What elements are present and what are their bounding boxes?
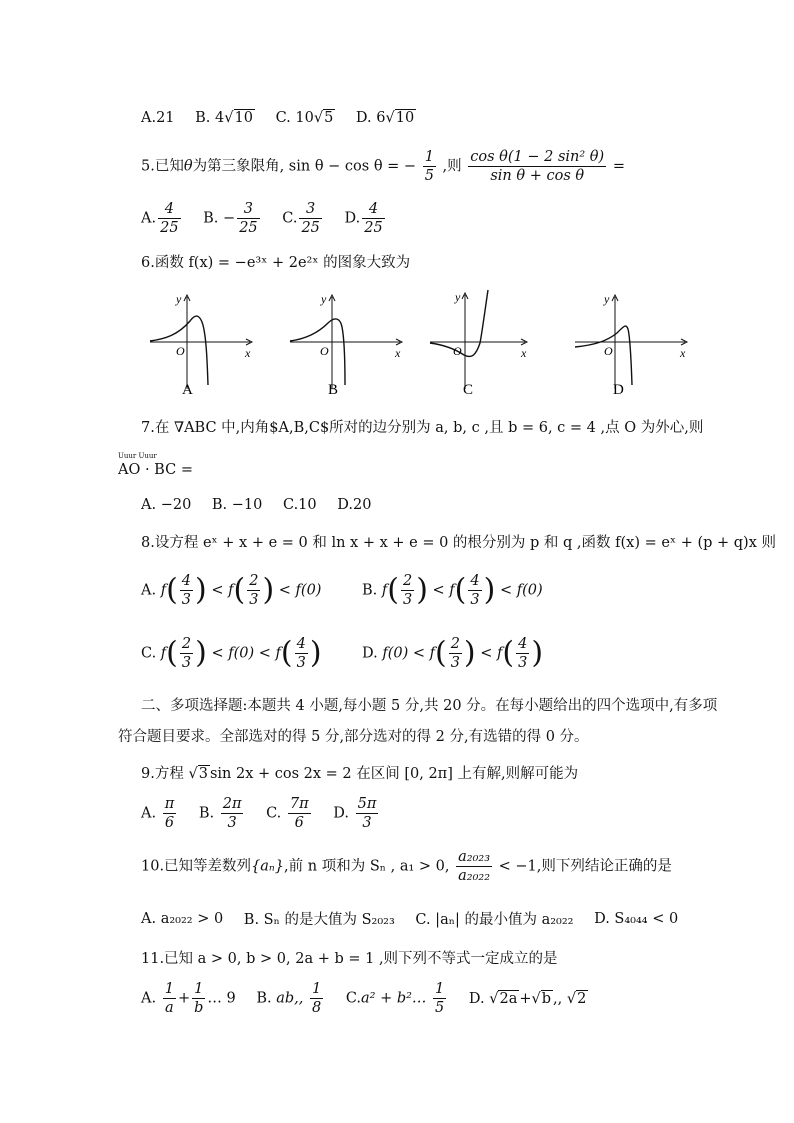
q11-option-d: D. √2a +√b ,, √2 <box>468 991 587 1007</box>
q6-stem: 6.函数 f(x) = −e³ˣ + 2e²ˣ 的图象大致为 <box>141 255 411 271</box>
q10-option-b: B. Sₙ 的是大值为 S₂₀₂₃ <box>243 912 395 928</box>
graph-c <box>430 290 527 398</box>
graph-b-y: y <box>321 292 327 306</box>
q5-option-a: A. $\frac{4}{25}$ <box>141 201 179 236</box>
q6-graphs <box>140 285 700 400</box>
graph-c-label: C <box>463 382 474 398</box>
q9-option-c: C. $\frac{7\pi}{6}$ <box>266 796 309 831</box>
q8-stem: 8.设方程 eˣ + x + e = 0 和 ln x + x + e = 0 的根分别为 p 和 q ,函数 f(x) = eˣ + (p + q)x 则 <box>141 535 777 551</box>
section2-line1: 二、多项选择题:本题共 4 小题,每小题 5 分,共 20 分。在每小题给出的四个选项中,有多项 <box>141 698 718 714</box>
graph-b-label: B <box>328 382 339 398</box>
q8-option-c: C. f( $\frac{2}{3}$ ) < f(0) < f( $\frac{4}{3}$ ) <box>141 635 322 671</box>
q4-option-d: D. 6√10 <box>355 110 415 126</box>
graph-b-x: x <box>395 346 401 360</box>
q11-stem: 11.已知 a > 0, b > 0, 2a + b = 1 ,则下列不等式一定成立的是 <box>141 951 558 967</box>
graph-c-y: y <box>455 290 461 304</box>
q5-option-b: B. − $\frac{3}{25}$ <box>203 201 258 236</box>
q7-option-a: A. −20 <box>141 497 192 513</box>
q7-options <box>141 497 387 513</box>
graph-a-y: y <box>176 292 182 306</box>
graph-a-o: O <box>176 344 185 358</box>
graph-d-y: y <box>604 292 610 306</box>
graph-d-label: D <box>613 382 624 398</box>
q7-option-b: B. −10 <box>211 497 263 513</box>
q9-option-d: D. $\frac{5\pi}{3}$ <box>333 796 377 831</box>
q10-options <box>141 908 694 929</box>
graph-c-o: O <box>453 344 462 358</box>
q9-option-b: B. $\frac{2\pi}{3}$ <box>198 796 242 831</box>
q5-main-frac: $\frac{\text{cos θ(1 − 2 sin² θ)}}{\text{sin θ + cos θ}}$ <box>470 149 605 184</box>
graph-b-o: O <box>320 344 329 358</box>
graph-a <box>150 292 252 398</box>
q11-option-c: C.a² + b²… $\frac{1}{5}$ <box>345 981 445 1016</box>
graph-c-x: x <box>521 346 527 360</box>
graph-d-x: x <box>680 346 686 360</box>
q7-option-d: D.20 <box>337 497 372 513</box>
q10-option-c: C. |aₙ| 的最小值为 a₂₀₂₂ <box>415 912 574 928</box>
q4-option-b: B. 4√10 <box>195 110 253 126</box>
q8-option-b: B. f( $\frac{2}{3}$ ) < f( $\frac{4}{3}$ ) < f(0) <box>362 572 543 608</box>
q4-option-a: A.21 <box>141 109 175 126</box>
q8-option-a: A. f( $\frac{4}{3}$ ) < f( $\frac{2}{3}$ ) < f(0) <box>141 572 322 608</box>
q4-options <box>141 109 432 126</box>
q8-option-d: D. f(0) < f( $\frac{2}{3}$ ) < f( $\frac{4}{3}$ ) <box>362 635 544 671</box>
graph-a-x: x <box>245 346 251 360</box>
section2-line2: 符合题目要求。全部选对的得 5 分,部分选对的得 2 分,有选错的得 0 分。 <box>118 729 589 745</box>
q11-option-a: A. $\frac{1}{a}$ + $\frac{1}{b}$ … 9 <box>141 981 236 1016</box>
q7-option-c: C.10 <box>283 497 317 513</box>
q9-option-a: A. $\frac{\pi}{6}$ <box>141 796 175 831</box>
q5-options <box>141 200 403 237</box>
graph-b <box>290 292 402 398</box>
q10-option-a: A. a₂₀₂₂ > 0 <box>141 910 224 927</box>
graph-d-o: O <box>604 344 613 358</box>
q7-stem: 7.在 ∇ABC 中,内角$A,B,C$所对的边分别为 a, b, c ,且 b = 6, c = 4 ,点 O 为外心,则 <box>141 420 704 436</box>
q5-frac: $\frac{1}{5}$ <box>424 149 434 184</box>
q5-option-c: C. $\frac{3}{25}$ <box>282 201 320 236</box>
q11-options <box>141 980 604 1017</box>
q10-stem: 10.已知等差数列{aₙ},前 n 项和为 Sₙ , a₁ > 0, $\frac{\text{a₂₀₂₃}}{\text{a₂₀₂₂}}$ < −1,则下列结论正确的是 <box>141 849 672 884</box>
q7-vector-heads: Uuur Uuur <box>118 452 157 460</box>
q4-option-c: C. 10√5 <box>275 110 334 126</box>
q9-options <box>141 795 396 832</box>
q10-option-d: D. S₄₀₄₄ < 0 <box>594 910 679 927</box>
q5-stem: 5.已知θ为第三象限角, sin θ − cos θ = − $\frac{1}{5}$ ,则 $\frac{\text{cos θ(1 − 2 sin² θ)}}{\text{sin θ + cos θ}}$ = <box>141 149 625 184</box>
q7-stem-2: AO · BC = <box>118 462 193 478</box>
graph-d <box>575 292 687 398</box>
q5-option-d: D. $\frac{4}{25}$ <box>344 201 383 236</box>
q11-option-b: B. ab,, $\frac{1}{8}$ <box>256 981 322 1016</box>
q9-stem: 9.方程 √3 sin 2x + cos 2x = 2 在区间 [0, 2π] 上有解,则解可能为 <box>141 766 579 782</box>
graph-a-label: A <box>182 382 193 398</box>
